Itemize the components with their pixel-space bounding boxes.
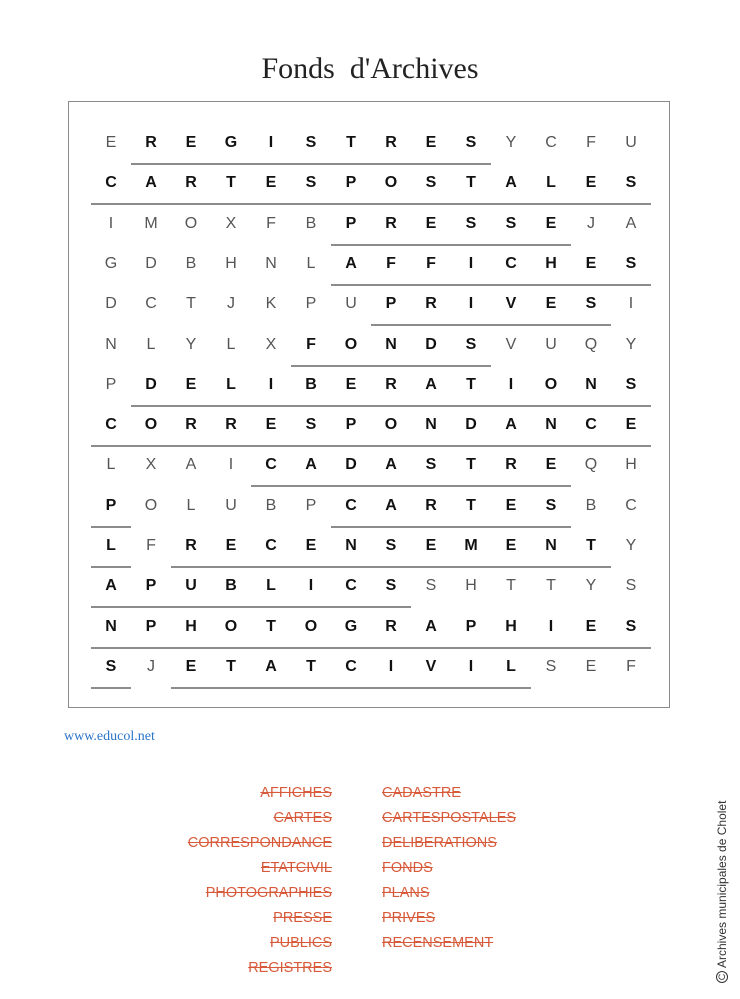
grid-letter[interactable]: D xyxy=(145,375,157,393)
word-list-item: RECENSEMENT xyxy=(382,935,494,951)
found-word-underline xyxy=(91,203,651,205)
grid-letter[interactable]: E xyxy=(585,254,597,272)
grid-letter[interactable]: P xyxy=(145,577,157,595)
grid-letter[interactable]: L xyxy=(546,174,556,192)
grid-letter[interactable]: H xyxy=(545,254,557,272)
grid-letter[interactable]: I xyxy=(108,214,114,232)
grid-letter[interactable]: R xyxy=(185,416,197,434)
grid-letter[interactable]: R xyxy=(185,537,197,554)
grid-letter[interactable]: T xyxy=(266,617,276,635)
grid-letter[interactable]: O xyxy=(184,214,198,232)
grid-letter[interactable]: M xyxy=(144,214,158,232)
grid-letter[interactable]: U xyxy=(545,335,557,353)
grid-letter[interactable]: O xyxy=(384,416,398,434)
grid-letter[interactable]: I xyxy=(468,657,474,675)
word-list-item: CADASTRE xyxy=(382,785,461,801)
grid-letter[interactable]: H xyxy=(505,617,517,635)
grid-letter[interactable]: E xyxy=(585,617,597,635)
grid-letter[interactable]: R xyxy=(425,496,437,514)
grid-letter[interactable]: R xyxy=(225,416,237,434)
grid-letter[interactable]: E xyxy=(305,537,317,554)
grid-letter[interactable]: S xyxy=(585,295,597,313)
grid-letter[interactable]: T xyxy=(186,295,196,313)
grid-letter[interactable]: R xyxy=(385,375,397,393)
grid-letter[interactable]: C xyxy=(145,295,157,313)
grid-letter[interactable]: S xyxy=(505,214,517,232)
grid-letter[interactable]: S xyxy=(465,134,477,151)
grid-letter[interactable]: S xyxy=(465,335,477,353)
found-word-underline xyxy=(131,405,651,407)
grid-letter[interactable]: G xyxy=(104,254,118,272)
grid-letter[interactable]: H xyxy=(625,456,637,474)
grid-letter[interactable]: S xyxy=(625,617,637,635)
grid-letter[interactable]: T xyxy=(466,496,476,514)
word-list-left xyxy=(188,784,332,984)
grid-letter[interactable]: F xyxy=(386,254,396,272)
grid-letter[interactable]: E xyxy=(425,214,437,232)
grid-letter[interactable]: E xyxy=(185,657,197,675)
word-list-item: ETATCIVIL xyxy=(260,860,332,876)
word-list-item: AFFICHES xyxy=(260,785,332,801)
grid-letter[interactable]: U xyxy=(185,577,197,595)
grid-letter[interactable]: C xyxy=(345,577,357,595)
word-list-item: CARTES xyxy=(273,810,332,826)
grid-letter[interactable]: R xyxy=(185,174,197,192)
found-word-underline xyxy=(291,365,491,367)
grid-letter[interactable]: I xyxy=(228,456,234,474)
grid-letter[interactable]: O xyxy=(224,617,238,635)
found-word-underline xyxy=(91,566,131,568)
word-list-item: PHOTOGRAPHIES xyxy=(205,885,332,901)
grid-letter[interactable]: J xyxy=(227,295,235,313)
grid-letter[interactable]: N xyxy=(105,335,117,353)
grid-letter[interactable]: P xyxy=(465,617,477,635)
grid-letter[interactable]: X xyxy=(225,214,237,232)
grid-letter[interactable]: A xyxy=(105,577,117,595)
grid-letter[interactable]: T xyxy=(506,577,516,595)
grid-letter[interactable]: T xyxy=(586,537,596,554)
grid-letter[interactable]: Y xyxy=(625,537,637,554)
grid-letter[interactable]: S xyxy=(425,174,437,192)
grid-letter[interactable]: T xyxy=(546,577,556,595)
grid-letter[interactable]: P xyxy=(345,416,357,434)
grid-letter[interactable]: X xyxy=(145,456,157,474)
grid-letter[interactable]: T xyxy=(306,657,316,675)
found-word-underline xyxy=(331,284,651,286)
found-word-underline xyxy=(251,485,571,487)
grid-letter[interactable]: D xyxy=(345,456,357,474)
grid-letter[interactable]: E xyxy=(505,496,517,514)
grid-letter[interactable]: E xyxy=(345,375,357,393)
grid-letter[interactable]: Y xyxy=(185,335,197,353)
grid-letter[interactable]: S xyxy=(105,657,117,675)
grid-letter[interactable]: S xyxy=(545,657,557,675)
grid-letter[interactable]: A xyxy=(385,456,397,474)
grid-letter[interactable]: E xyxy=(425,134,437,151)
found-word-underline xyxy=(91,445,651,447)
grid-letter[interactable]: S xyxy=(625,174,637,192)
found-word-underline xyxy=(91,647,131,649)
found-word-underline xyxy=(171,566,611,568)
grid-letter[interactable]: U xyxy=(625,134,637,151)
grid-letter[interactable]: L xyxy=(146,335,156,353)
grid-letter[interactable]: B xyxy=(305,214,317,232)
website-link[interactable]: www.educol.net xyxy=(64,729,155,744)
grid-letter[interactable]: C xyxy=(265,537,277,554)
found-word-underline xyxy=(331,244,571,246)
grid-letter[interactable]: T xyxy=(466,174,476,192)
found-word-underline xyxy=(91,606,131,608)
grid-letter[interactable]: I xyxy=(268,134,274,151)
grid-letter[interactable]: V xyxy=(505,295,517,313)
grid-letter[interactable]: P xyxy=(345,214,357,232)
word-list-item: CORRESPONDANCE xyxy=(187,835,332,851)
grid-letter[interactable]: M xyxy=(464,537,478,554)
grid-letter[interactable]: A xyxy=(385,496,397,514)
word-list-item: DELIBERATIONS xyxy=(382,835,497,851)
grid-letter[interactable]: A xyxy=(185,456,197,474)
grid-letter[interactable]: S xyxy=(305,134,317,151)
found-word-underline xyxy=(331,526,571,528)
word-list-item: CARTESPOSTALES xyxy=(382,810,517,826)
grid-letter[interactable]: C xyxy=(265,456,277,474)
grid-letter[interactable]: L xyxy=(226,375,236,393)
grid-letter[interactable]: S xyxy=(305,416,317,434)
grid-letter[interactable]: O xyxy=(384,174,398,192)
grid-letter[interactable]: D xyxy=(145,254,157,272)
grid-letter[interactable]: E xyxy=(585,174,597,192)
grid-letter[interactable]: I xyxy=(388,657,394,675)
word-list-item: PLANS xyxy=(382,885,430,901)
grid-letter[interactable]: A xyxy=(505,416,517,434)
grid-letter[interactable]: Y xyxy=(585,577,597,595)
grid-letter[interactable]: S xyxy=(625,375,637,393)
grid-letter[interactable]: E xyxy=(425,537,437,554)
grid-letter[interactable]: C xyxy=(105,174,117,192)
grid-letter[interactable]: I xyxy=(308,577,314,595)
grid-letter[interactable]: A xyxy=(265,657,277,675)
grid-letter[interactable]: C xyxy=(585,416,597,434)
grid-letter[interactable]: N xyxy=(545,537,557,554)
grid-letter[interactable]: V xyxy=(505,335,517,353)
grid-letter[interactable]: L xyxy=(266,577,276,595)
grid-letter[interactable]: R xyxy=(425,295,437,313)
grid-letter[interactable]: P xyxy=(305,295,317,313)
grid-letter[interactable]: D xyxy=(425,335,437,353)
grid-letter[interactable]: R xyxy=(385,214,397,232)
grid-letter[interactable]: A xyxy=(425,617,437,635)
grid-letter[interactable]: P xyxy=(105,375,117,393)
grid-letter[interactable]: D xyxy=(105,295,117,313)
grid-letter[interactable]: H xyxy=(465,577,477,595)
grid-letter[interactable]: P xyxy=(345,174,357,192)
grid-letter[interactable]: C xyxy=(505,254,517,272)
grid-letter[interactable]: B xyxy=(185,254,197,272)
grid-letter[interactable]: L xyxy=(186,496,196,514)
grid-letter[interactable]: P xyxy=(105,496,117,514)
grid-letter[interactable]: N xyxy=(345,537,357,554)
grid-letter[interactable]: S xyxy=(465,214,477,232)
grid-letter[interactable]: B xyxy=(585,496,597,514)
grid-letter[interactable]: A xyxy=(425,375,437,393)
grid-letter[interactable]: I xyxy=(628,295,634,313)
grid-letter[interactable]: E xyxy=(225,537,237,554)
grid-letter[interactable]: E xyxy=(545,214,557,232)
grid-letter[interactable]: X xyxy=(265,335,277,353)
grid-letter[interactable]: I xyxy=(548,617,554,635)
page-title: Fonds d'Archives xyxy=(261,52,479,85)
grid-letter[interactable]: S xyxy=(625,254,637,272)
word-list-item: FONDS xyxy=(382,860,433,876)
grid-letter[interactable]: S xyxy=(425,577,437,595)
grid-letter[interactable]: L xyxy=(306,254,316,272)
grid-letter[interactable]: L xyxy=(506,657,516,675)
grid-letter[interactable]: I xyxy=(468,254,474,272)
word-list-item: PRESSE xyxy=(273,910,332,926)
grid-letter[interactable]: J xyxy=(587,214,595,232)
grid-letter[interactable]: V xyxy=(425,657,437,675)
grid-letter[interactable]: E xyxy=(265,174,277,192)
grid-letter[interactable]: K xyxy=(265,295,277,313)
grid-letter[interactable]: T xyxy=(346,134,356,151)
grid-letter[interactable]: E xyxy=(185,375,197,393)
grid-letter[interactable]: B xyxy=(225,577,237,595)
grid-letter[interactable]: U xyxy=(345,295,357,313)
grid-letter[interactable]: H xyxy=(185,617,197,635)
found-word-underline xyxy=(131,163,491,165)
grid-letter[interactable]: C xyxy=(105,416,117,434)
grid-letter[interactable]: E xyxy=(545,456,557,474)
word-list-item: PUBLICS xyxy=(269,935,332,951)
grid-letter[interactable]: U xyxy=(225,496,237,514)
grid-letter[interactable]: S xyxy=(545,496,557,514)
grid-letter[interactable]: F xyxy=(586,134,596,151)
grid-letter[interactable]: E xyxy=(545,295,557,313)
grid-letter[interactable]: E xyxy=(105,134,117,151)
grid-letter[interactable]: C xyxy=(545,134,557,151)
credit-label: Archives municipales de Cholet xyxy=(715,800,729,968)
credit-text xyxy=(715,801,729,983)
word-list-item: PRIVES xyxy=(382,910,436,926)
grid-letter[interactable]: B xyxy=(265,496,277,514)
grid-letter[interactable]: N xyxy=(545,416,557,434)
grid-letter[interactable]: F xyxy=(626,657,636,675)
grid-letter[interactable]: O xyxy=(144,416,158,434)
grid-letter[interactable]: J xyxy=(147,657,155,675)
grid-letter[interactable]: S xyxy=(385,537,397,554)
grid-letter[interactable]: F xyxy=(266,214,276,232)
grid-letter[interactable]: N xyxy=(585,375,597,393)
found-word-underline xyxy=(171,687,531,689)
grid-letter[interactable]: L xyxy=(226,335,236,353)
grid-letter[interactable]: T xyxy=(226,657,236,675)
grid-letter[interactable]: E xyxy=(585,657,597,675)
grid-letter[interactable]: E xyxy=(185,134,197,151)
grid-letter[interactable]: B xyxy=(305,375,317,393)
copyright-icon: C xyxy=(716,971,728,983)
grid-letter[interactable]: P xyxy=(385,295,397,313)
grid-letter[interactable]: A xyxy=(145,174,157,192)
grid-letter[interactable]: R xyxy=(385,617,397,635)
grid-letter[interactable]: G xyxy=(224,134,238,151)
found-word-underline xyxy=(131,606,411,608)
grid-letter[interactable]: E xyxy=(505,537,517,554)
grid-letter[interactable]: I xyxy=(268,375,274,393)
grid-letter[interactable]: N xyxy=(385,335,397,353)
grid-letter[interactable]: A xyxy=(505,174,517,192)
grid-letter[interactable]: N xyxy=(425,416,437,434)
grid-letter[interactable]: G xyxy=(344,617,358,635)
grid-letter[interactable]: S xyxy=(425,456,437,474)
word-search-grid xyxy=(68,101,670,708)
grid-letter[interactable]: A xyxy=(345,254,357,272)
grid-letter[interactable]: C xyxy=(345,657,357,675)
grid-letter[interactable]: L xyxy=(106,537,116,554)
grid-letter[interactable]: S xyxy=(305,174,317,192)
grid-letter[interactable]: N xyxy=(265,254,277,272)
grid-letter[interactable]: A xyxy=(625,214,637,232)
grid-letter[interactable]: D xyxy=(465,416,477,434)
grid-letter[interactable]: Y xyxy=(625,335,637,353)
word-list-item: REGISTRES xyxy=(248,960,332,976)
grid-letter[interactable]: N xyxy=(105,617,117,635)
grid-letter[interactable]: P xyxy=(305,496,317,514)
grid-letter[interactable]: F xyxy=(426,254,436,272)
grid-letter[interactable]: E xyxy=(625,416,637,434)
found-word-underline xyxy=(371,324,611,326)
grid-letter[interactable]: O xyxy=(304,617,318,635)
grid-letter[interactable]: P xyxy=(145,617,157,635)
grid-letter[interactable]: Q xyxy=(584,335,598,353)
grid-letter[interactable]: O xyxy=(344,335,358,353)
grid-letter[interactable]: T xyxy=(466,375,476,393)
grid-letter[interactable]: O xyxy=(544,375,558,393)
word-list-right xyxy=(382,784,516,959)
grid-letter[interactable]: H xyxy=(225,254,237,272)
grid-letter[interactable]: T xyxy=(226,174,236,192)
grid-letter[interactable]: E xyxy=(265,416,277,434)
grid-letter[interactable]: L xyxy=(106,456,116,474)
grid-letter[interactable]: R xyxy=(145,134,157,151)
grid-letter[interactable]: C xyxy=(345,496,357,514)
grid-letter[interactable]: I xyxy=(508,375,514,393)
found-word-underline xyxy=(131,647,651,649)
grid-letter[interactable]: Y xyxy=(505,134,517,151)
grid-letter[interactable]: I xyxy=(468,295,474,313)
grid-letter[interactable]: F xyxy=(146,537,156,554)
found-word-underline xyxy=(91,526,131,528)
grid-letter[interactable]: Q xyxy=(584,456,598,474)
found-word-underline xyxy=(91,687,131,689)
grid-letter[interactable]: R xyxy=(505,456,517,474)
grid-letter[interactable]: T xyxy=(466,456,476,474)
grid-letter[interactable]: F xyxy=(306,335,316,353)
grid-letter[interactable]: S xyxy=(625,577,637,595)
grid-letter[interactable]: O xyxy=(144,496,158,514)
grid-letter[interactable]: R xyxy=(385,134,397,151)
grid-letter[interactable]: A xyxy=(305,456,317,474)
grid-letter[interactable]: C xyxy=(625,496,637,514)
grid-letter[interactable]: S xyxy=(385,577,397,595)
